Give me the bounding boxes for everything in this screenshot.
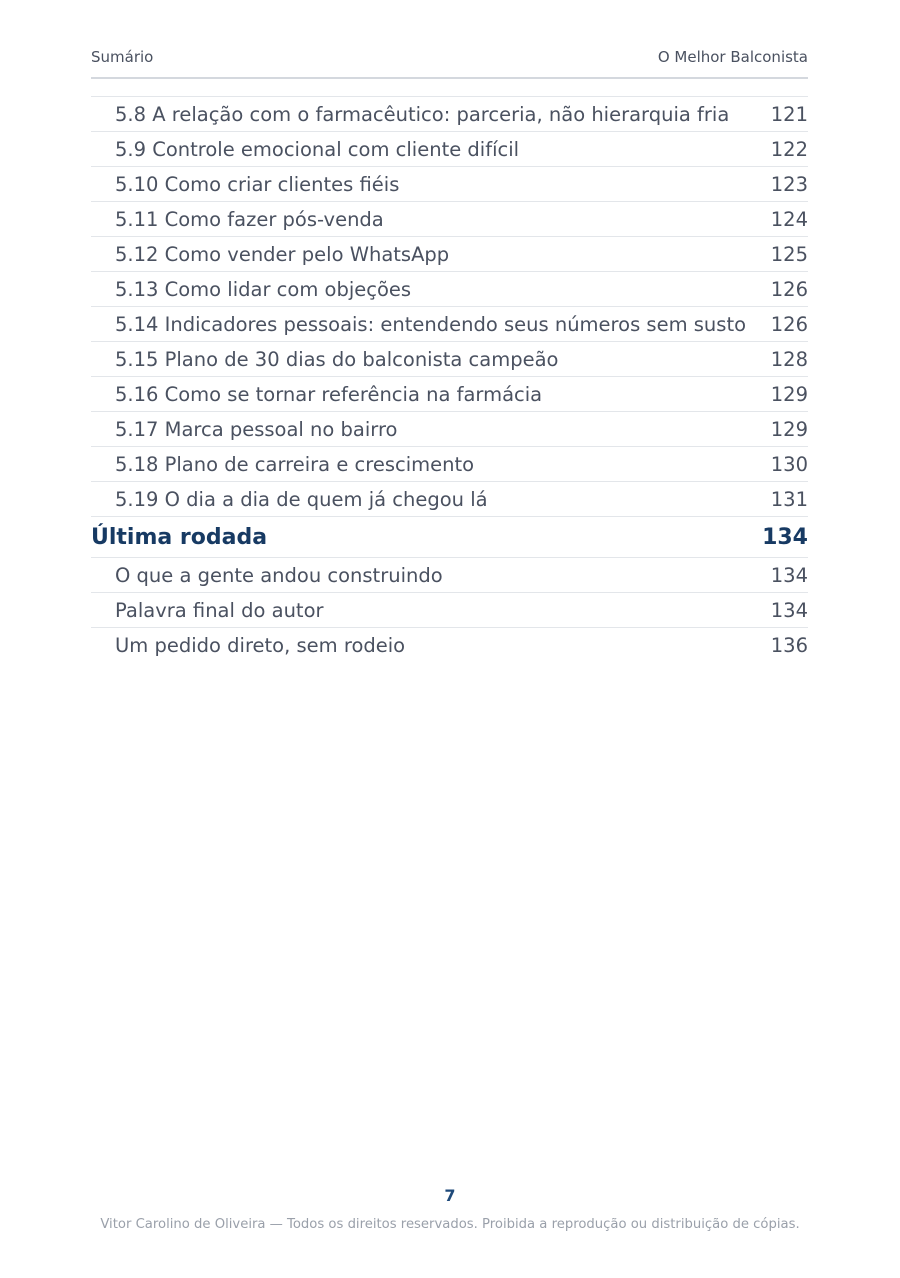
- toc-entry[interactable]: [91, 411, 808, 446]
- toc-entry[interactable]: [91, 592, 808, 627]
- toc-entry-title: 5.12 Como vender pelo WhatsApp: [115, 242, 450, 266]
- toc-entry-title: 5.15 Plano de 30 dias do balconista campeão: [115, 347, 559, 371]
- toc-entry[interactable]: [91, 341, 808, 376]
- table-of-contents: [91, 96, 808, 662]
- header-book-title: O Melhor Balconista: [657, 48, 808, 66]
- toc-entry-title: 5.8 A relação com o farmacêutico: parceria, não hierarquia fria: [115, 102, 730, 126]
- toc-entry[interactable]: [91, 557, 808, 592]
- toc-entry[interactable]: [91, 201, 808, 236]
- toc-entry[interactable]: [91, 236, 808, 271]
- toc-entry-title: 5.14 Indicadores pessoais: entendendo seus números sem susto: [115, 312, 747, 336]
- toc-entry[interactable]: [91, 446, 808, 481]
- toc-entry-page: 122: [770, 137, 808, 161]
- toc-entry-page: 136: [770, 633, 808, 657]
- toc-entry-page: 128: [770, 347, 808, 371]
- toc-entry-page: 130: [770, 452, 808, 476]
- copyright-notice: Vitor Carolino de Oliveira — Todos os direitos reservados. Proibida a reprodução ou distribuição de cópias.: [100, 1217, 800, 1232]
- toc-entry-page: 131: [770, 487, 808, 511]
- running-header: [91, 48, 808, 79]
- toc-entry[interactable]: [91, 271, 808, 306]
- toc-entry-title: 5.11 Como fazer pós-venda: [115, 207, 384, 231]
- toc-entry-title: O que a gente andou construindo: [115, 563, 443, 587]
- toc-entry[interactable]: [91, 627, 808, 662]
- toc-entry-page: 134: [770, 563, 808, 587]
- toc-entry-page: 129: [770, 382, 808, 406]
- toc-entry-page: 126: [770, 312, 808, 336]
- toc-entry[interactable]: [91, 306, 808, 341]
- toc-entry-title: 5.16 Como se tornar referência na farmácia: [115, 382, 543, 406]
- toc-entry[interactable]: [91, 131, 808, 166]
- header-section-title: Sumário: [91, 48, 154, 66]
- toc-chapter-page: 134: [762, 524, 808, 550]
- toc-entry-title: 5.17 Marca pessoal no bairro: [115, 417, 398, 441]
- toc-entry-title: 5.19 O dia a dia de quem já chegou lá: [115, 487, 488, 511]
- page-number: 7: [444, 1186, 456, 1205]
- toc-entry[interactable]: [91, 96, 808, 131]
- toc-entry-title: 5.9 Controle emocional com cliente difícil: [115, 137, 520, 161]
- toc-entry-page: 121: [770, 102, 808, 126]
- toc-entry-title: Um pedido direto, sem rodeio: [115, 633, 406, 657]
- toc-entry-title: 5.10 Como criar clientes fiéis: [115, 172, 400, 196]
- toc-entry-title: 5.18 Plano de carreira e crescimento: [115, 452, 475, 476]
- toc-entry[interactable]: [91, 166, 808, 201]
- toc-entry-page: 124: [770, 207, 808, 231]
- toc-entry-title: 5.13 Como lidar com objeções: [115, 277, 412, 301]
- toc-chapter-heading[interactable]: [91, 516, 808, 557]
- toc-entry-title: Palavra final do autor: [115, 598, 324, 622]
- toc-entry-page: 123: [770, 172, 808, 196]
- toc-entry-page: 134: [770, 598, 808, 622]
- toc-entry[interactable]: [91, 481, 808, 516]
- toc-entry-page: 129: [770, 417, 808, 441]
- toc-chapter-title: Última rodada: [91, 524, 268, 550]
- toc-entry-page: 126: [770, 277, 808, 301]
- toc-entry[interactable]: [91, 376, 808, 411]
- toc-entry-page: 125: [770, 242, 808, 266]
